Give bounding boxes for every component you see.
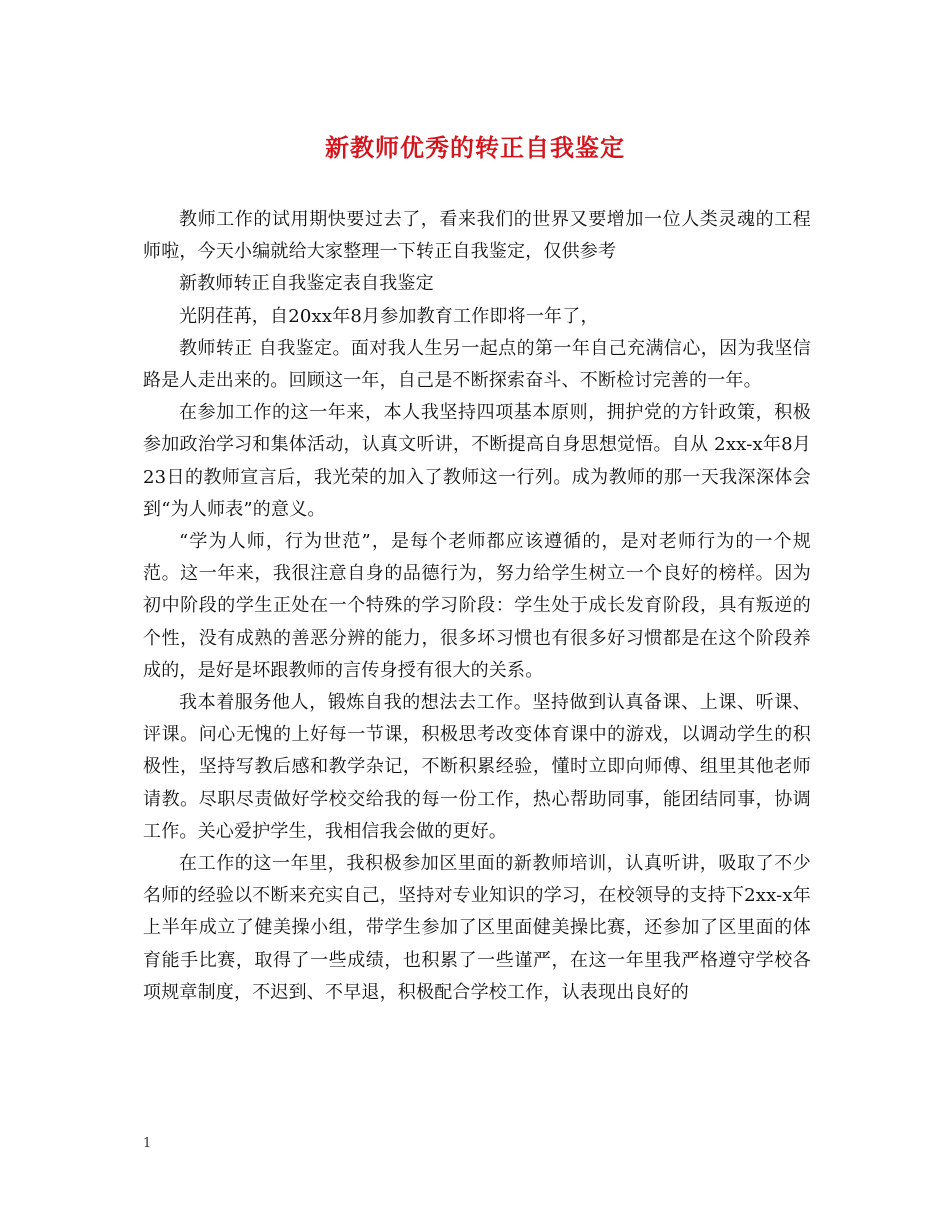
paragraph: 我本着服务他人，锻炼自我的想法去工作。坚持做到认真备课、上课、听课、评课。问心无愧的上好每一节课，积极思考改变体育课中的游戏，以调动学生的积极性，坚持写教后感和教学杂记，不断积累经验，懂时立即向师傅、组里其他老师请教。尽职尽责做好学校交给我的每一份工作，热心帮助同事，能团结同事，协调工作。关心爱护学生，我相信我会做的更好。 [143, 692, 811, 842]
paragraph: 在工作的这一年里，我积极参加区里面的新教师培训，认真听讲，吸取了不少名师的经验以不断来充实自己，坚持对专业知识的学习，在校领导的支持下2xx-x年上半年成立了健美操小组，带学生参加了区里面健美操比赛，还参加了区里面的体育能手比赛，取得了一些成绩，也积累了一些谨严，在这一年里我严格遵守学校各项规章制度，不迟到、不早退，积极配合学校工作，认表现出良好的 [143, 853, 811, 1003]
paragraph: 在参加工作的这一年来，本人我坚持四项基本原则，拥护党的方针政策，积极参加政治学习和集体活动，认真文听讲，不断提高自身思想觉悟。自从 2xx-x年8月23日的教师宣言后，我光荣的加入了教师这一行列。成为教师的那一天我深深体会到“为人师表”的意义。 [143, 402, 811, 520]
page-number: 1 [143, 1136, 152, 1151]
paragraph: 新教师转正自我鉴定表自我鉴定 [179, 273, 434, 295]
paragraph: 教师工作的试用期快要过去了，看来我们的世界又要增加一位人类灵魂的工程师啦，今天小编就给大家整理一下转正自我鉴定，仅供参考 [143, 209, 811, 263]
paragraph: 光阴荏苒，自20xx年8月参加教育工作即将一年了， [179, 305, 599, 327]
paragraph: “学为人师，行为世范”，是每个老师都应该遵循的，是对老师行为的一个规范。这一年来，我很注意自身的品德行为，努力给学生树立一个良好的榜样。因为初中阶段的学生正处在一个特殊的学习阶段：学生处于成长发育阶段，具有叛逆的个性，没有成熟的善恶分辨的能力，很多坏习惯也有很多好习惯都是在这个阶段养成的，是好是坏跟教师的言传身授有很大的关系。 [143, 531, 811, 681]
document-body [143, 204, 811, 1009]
document-title: 新教师优秀的转正自我鉴定 [325, 133, 625, 162]
paragraph: 教师转正 自我鉴定。面对我人生另一起点的第一年自己充满信心，因为我坚信路是人走出来的。回顾这一年，自己是不断探索奋斗、不断检讨完善的一年。 [143, 337, 811, 392]
